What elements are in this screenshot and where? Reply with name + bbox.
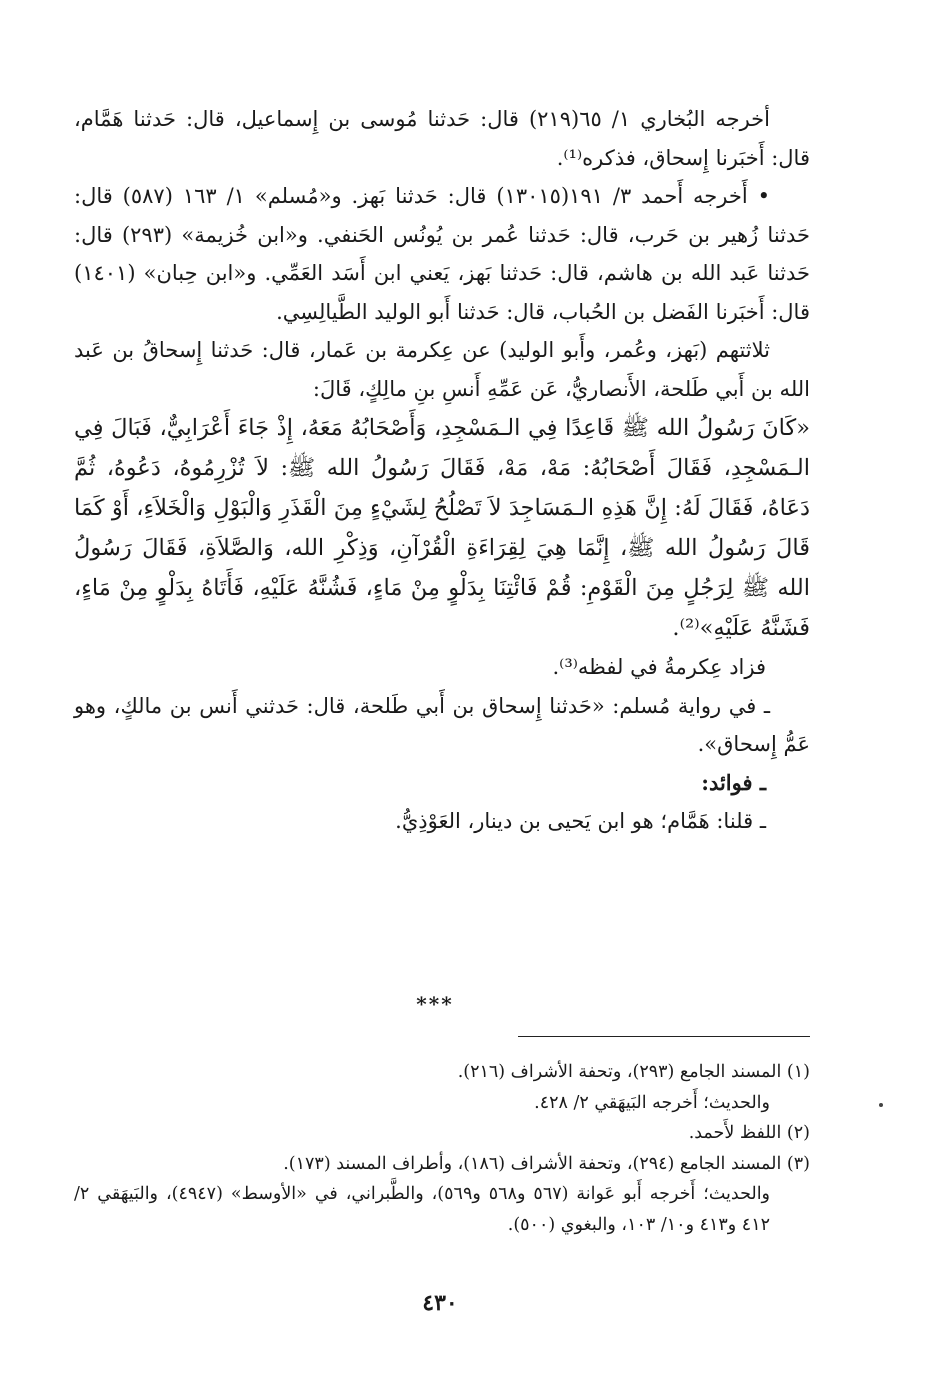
footnotes xyxy=(74,1057,810,1240)
hammam-identification: ـ قلنا: هَمَّام؛ هو ابن يَحيى بن دينار، العَوْذِيُّ. xyxy=(395,809,766,833)
section-separator: *** xyxy=(416,992,454,1016)
ahmad-muslim-paragraph: • أَخرجه أَحمد ٣/ ١٩١(١٣٠١٥) قال: حَدثنا بَهز. و«مُسلم» ١/ ١٦٣ (٥٨٧) قال: حَدثنا زُهير بن حَرب، قال: حَدثنا عُمر بن يُونُس الحَنفي. و«ابن خُزيمة» (٢٩٣) قال: حَدثنا عَبد الله بن هاشم، قال: حَدثنا بَهز، يَعني ابن أَسَد العَمِّي. و«ابن حِبان» (١٤٠١) قال: أَخبَرنا الفَضل بن الحُباب، قال: حَدثنا أَبو الوليد الطَّيالِسِي. xyxy=(74,184,811,324)
benefits-heading: ـ فوائد: xyxy=(701,769,766,795)
muslim-narration-note: ـ في رواية مُسلم: «حَدثنا إِسحاق بن أَبي طَلحة، قال: حَدثني أَنس بن مالكٍ، وهو عَمُّ إِسحاق». xyxy=(74,693,810,756)
footnote-1-continuation: والحديث؛ أَخرجه البَيهَقي ٢/ ٤٢٨. xyxy=(534,1092,770,1113)
footnote-rule xyxy=(518,1036,810,1037)
main-text xyxy=(74,100,810,841)
hadith-text: «كَانَ رَسُولُ الله ﷺ قَاعِدًا فِي الـمَسْجِدِ، وَأَصْحَابُهُ مَعَهُ، إِذْ جَاءَ أَعْرَابِيٌّ، فَبَالَ فِي الـمَسْجِدِ، فَقَالَ أَصْحَابُهُ: مَهْ، مَهْ، فَقَالَ رَسُولُ الله ﷺ: لاَ تُزْرِمُوهُ، دَعُوهُ، ثُمَّ دَعَاهُ، فَقَالَ لَهُ: إِنَّ هَذِهِ الـمَسَاجِدَ لاَ تَصْلُحُ لِشَيْءٍ مِنَ الْقَذَرِ وَالْبَوْلِ وَالْخَلاَءِ، أَوْ كَمَا قَالَ رَسُولُ الله ﷺ، إِنَّمَا هِيَ لِقِرَاءَةِ الْقُرْآنِ، وَذِكْرِ الله، وَالصَّلاَةِ، فَقَالَ رَسُولُ الله ﷺ لِرَجُلٍ مِنَ الْقَوْمِ: قُمْ فَائْتِنَا بِدَلْوٍ مِنْ مَاءٍ، فَشُنَّهُ عَلَيْهِ، فَأَتَاهُ بِدَلْوٍ مِنْ مَاءٍ، فَشَنَّهُ عَلَيْهِ»⁽²⁾. xyxy=(74,415,810,641)
footnote-2: (٢) اللفظ لأَحمد. xyxy=(688,1123,810,1143)
chain-paragraph: ثلاثتهم (بَهز، وعُمر، وأَبو الوليد) عن عِكرمة بن عَمار، قال: حَدثنا إِسحاقُ بن عَبد الله بن أَبي طَلحة، الأَنصاريُّ، عَن عَمِّهِ أَنسِ بنِ مالِكٍ، قَالَ: xyxy=(74,338,810,401)
footnote-1: (١) المسند الجامع (٢٩٣)، وتحفة الأشراف (٢١٦). xyxy=(457,1062,810,1082)
bukhari-paragraph: أخرجه البُخاري ١/ ٦٥(٢١٩) قال: حَدثنا مُوسى بن إِسماعيل، قال: حَدثنا هَمَّام، قال: أَخبَرنا إِسحاق، فذكره⁽¹⁾. xyxy=(74,107,810,170)
footnote-3-continuation: والحديث؛ أَخرجه أَبو عَوانة (٥٦٧ و٥٦٨ و٥٦٩)، والطَّبراني، في «الأوسط» (٤٩٤٧)، والبَيهَقي ٢/ ٤١٢ و٤١٣ و١٠/ ١٠٣، والبغوي (٥٠٠). xyxy=(74,1184,771,1235)
footnote-3: (٣) المسند الجامع (٢٩٤)، وتحفة الأشراف (١٨٦)، وأطراف المسند (١٧٣). xyxy=(283,1153,810,1174)
ikrima-addition: فزاد عِكرمةُ في لفظه⁽³⁾. xyxy=(552,655,766,679)
margin-dot xyxy=(879,1103,883,1107)
page-number: ٤٣٠ xyxy=(422,1290,458,1316)
